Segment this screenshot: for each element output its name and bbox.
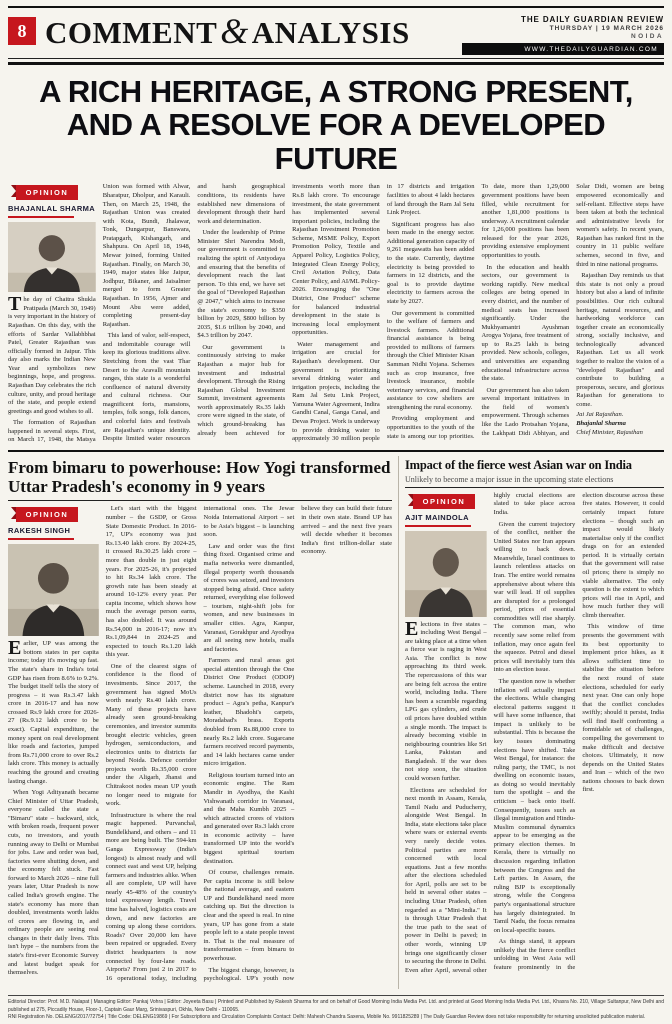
byline-rule [8, 538, 74, 540]
person-portrait-graphic [405, 531, 487, 617]
imprint-line1: Editorial Director: Prof. M.D. Nalapat | Managing Editor: Pankaj Vohra | Editor: Joyeeta Basu | Printed and Published by Rakesh Sharma for and on behalf of Good Morning India Media Pvt. Ltd. and printed at Good Morning India Media Pvt. Ltd., Khasra No. 210, Village Sultanpur, New Delhi and published at 275, Piccadily House, Floor-1, Captain Gaur Marg, Srinivaspuri, Okhla, New Delhi - 110065. [8, 999, 664, 1013]
top-rule [8, 6, 664, 8]
ampersand-glyph: & [220, 11, 249, 51]
city-label: NOIDA [631, 33, 664, 40]
signoff-name: Bhajanlal Sharma [576, 420, 626, 428]
article-paragraph: Our government is continuously striving to make Rajasthan a major hub for investment and industrial development. Through the Rising Rajasthan Global Investment Summit, investment agreements worth approximately Rs.35 lakh crore were signed in the state, of which ground-breaking has already been achieved for investments worth more than Rs.8 lakh crore. To encourage investment, the state government has implemented several important policies, including the Rajasthan Investment Promotion Scheme, MSME Policy, Export Promotion Policy, Textile and Apparel Policy, Logistics Policy, Integrated Clean Energy Policy, Civil Aviation Policy, Data Center Policy, and AI/ML Policy-2026. Encouraging the "One District, One Product" scheme for balanced industrial development in the state is increasing local employment opportunities. [197, 183, 380, 437]
person-portrait-graphic [8, 222, 96, 292]
author-byline: BHAJANLAL SHARMA [8, 204, 96, 214]
publication-name: THE DAILY GUARDIAN REVIEW [521, 15, 664, 24]
yogi-article [8, 456, 392, 989]
article-paragraph: Of course, challenges remain. Per capita income is still below the national average, and eastern UP and Bundelkhand need more catching up. But the direction is clear and the speed is real. In nine years, UP has gone from a state people left to a state people invest in. That is the real measure of transformation – from bimaru to powerhouse. [203, 869, 295, 962]
asia-article [405, 456, 664, 989]
lead-article-body [8, 183, 664, 446]
article-paragraph: This window of time presents the government with its best opportunity to implement price hikes, as it allows sufficient time to stabilise the situation before the next round of state elections, scheduled for early next year. One can only hope that the conflict concludes swiftly; should it persist, India will find itself confronting a formidable set of challenges, compelling the government to make difficult and decisive choices. Ultimately, it now depends on the United States and Iran – which of the two nations chooses to back down first. [582, 623, 664, 794]
author-byline: RAKESH SINGH [8, 526, 71, 536]
article-paragraph: Significant progress has also been made in the energy sector. Additional generation capacity of 9,261 megawatts has been added to the state. Currently, daytime electricity is being provided to farmers in 12 districts, and the goal is to provide daytime electricity to farmers across the state by 2027. [386, 220, 475, 305]
article-paragraph: Providing employment and opportunities to the youth of the state is among our top priorities. To date, more than 1,29,000 government positions have been filled, while recruitment for another 1,81,000 positions is underway. A recruitment calendar for 1,26,000 positions has been released for the year 2026, providing extensive employment opportunities to youth. [386, 183, 570, 440]
article-signoff [576, 411, 664, 437]
article-paragraph: Elections are scheduled for next month in Assam, Kerala, Tamil Nadu and Puducherry, alongside West Bengal. In India, state elections take place where wars or external events very rarely decide votes. Political parties are more concerned with local equations. Just a few months after the elections scheduled for April, polls are set to be held in several other states – including Uttar Pradesh, often regarded as a "Mini-India." It is through Uttar Pradesh that the true path to the seat of power in Delhi is paved; in other words, winning UP brings one significantly closer to securing the throne in Delhi. Even after April, several other highly crucial elections are slated to take place across India. [405, 491, 576, 974]
article-paragraph: The biggest change, however, is psychological. UP's youth now believe they can build their future in their own state. Brand UP has arrived – and the next five years will decide whether it becomes India's first trillion-dollar state economy. [203, 505, 392, 983]
article-paragraph: Our government has also taken several important initiatives in the field of women's empowerment. Through schemes like the Lado Protsahan Yojana, the Lakhpati Didi Abhiyan, and Solar Didi, women are being empowered economically and self-reliant. Effective steps have been taken at both the technical and administrative levels for women's safety. In recent years, Rajasthan has ranked first in the country in 11 public welfare schemes, second in five, and third in nine national programs. [481, 183, 664, 437]
article-paragraph: Religious tourism turned into an economic engine. The Ram Mandir in Ayodhya, the Kashi Vishwanath corridor in Varanasi, and the Maha Kumbh 2025 – which attracted crores of visitors and generated over Rs.3 lakh crore in economic activity – have transformed UP into the world's biggest spiritual tourism destination. [203, 771, 295, 865]
article-paragraph: Given the current trajectory of the conflict, neither the United States nor Iran appears willing to back down. Meanwhile, Israel continues to launch relentless attacks on Iran. The entire world remains apprehensive about where this war will lead. If oil supplies are disrupted for a prolonged period, prices of essential commodities will rise sharply. The common man, who recently saw some relief from inflation, may once again feel the squeeze. Petrol and diesel prices will inevitably turn this into an election issue. [493, 520, 576, 674]
article-paragraph: Infrastructure is where the real magic happened. Purvanchal, Bundelkhand, and others – and 11 more are being built. The 594-km Ganga Expressway (India's longest) is almost ready and will connect east and west UP, helping farmers and industries alike. When all are complete, UP will have nearly 45-48% of the country's total expressway length. Travel time has halved, logistics costs are down, and new factories are coming up along these corridors. Roads? Over 20,000 km have been repaired or upgraded. Every district headquarters is now connected by four-lane roads. Airports? From just 2 in 2017 to 16 operational today, including international ones. The Jewar Noida International Airport – set to be Asia's biggest – is launching soon. [105, 505, 295, 982]
lead-headline-line2: AND A RESOLVE FOR A DEVELOPED FUTURE [66, 107, 606, 176]
masthead-right [462, 13, 664, 55]
author-photo [8, 544, 99, 636]
imprint-line2: RNI Registration No. DELENG/2017/72754 | Title Code: DELENG19869 | For Subscriptions and Circulation Complaints Contact: Delhi: Mahesh Chandra Saxena, Mobile No. 9911825289 | The Daily Guardian Review does not take responsibility for returning unsolicited publication material. [8, 1014, 646, 1021]
yogi-article-headline: From bimaru to powerhouse: How Yogi transformed Uttar Pradesh's economy in 9 years [8, 458, 391, 497]
author-byline: AJIT MAINDOLA [405, 512, 469, 522]
opinion-kicker: OPINION [413, 494, 475, 509]
article-paragraph: This land of valor, self-respect, and indomitable courage will keep its glorious traditions alive. Stretching from the vast Thar Desert to the Aravalli mountain ranges, this state is a wonderful confluence of natural diversity and cultural richness. Our magnificent forts, mansions, temples, folk songs, folk dances, and colorful fairs and festivals are Rajasthan's unique identity. Despite limited water resources and harsh geographical conditions, its residents have established new dimensions of development through their hard work and determination. [102, 183, 286, 443]
article-paragraphs [8, 183, 664, 446]
article-paragraph: One of the clearest signs of confidence is the flood of investments. Since 2017, the government has signed MoUs worth nearly Rs.40 lakh crore. Many of these projects have already seen ground-breaking ceremonies, and investor summits brought electric vehicles, green hydrogen, semiconductors, and electronics units to districts far beyond Noida. Defence corridor projects worth Rs.35,000 crore under the Aligarh, Jhansi and Chitrakoot nodes mean UP youth no longer need to migrate for work. [105, 662, 197, 808]
article-paragraph: Let's start with the biggest number – the GSDP, or Gross State Domestic Product. In 2016-17, UP's economy was just Rs.13.40 lakh crore. By 2024-25, it crossed Rs.30.25 lakh crore – more than double in just eight years. For 2025-26, it's projected to hit Rs.34 lakh crore. The growth rate has been steady at around 10-12% every year. Per capita income, which shows how much the average person earns, has also doubled. It was around Rs.54,000 in 2016-17; now it's Rs.1,09,844 in 2024-25 and expected to touch Rs.1.20 lakh this year. [105, 505, 197, 659]
opinion-kicker: OPINION [16, 507, 78, 522]
vertical-divider [398, 456, 399, 989]
author-photo [405, 531, 487, 617]
article-paragraph: Farmers and rural areas got special attention through the One District One Product (ODOP) scheme. Launched in 2018, every district now has its signature product – Agra's petha, Kanpur's leather, Bhadohi's carpets, Moradabad's brass. Exports doubled from Rs.88,000 crore to nearly Rs.2 lakh crore. Sugarcane farmers received record payments, and 14 lakh hectares came under micro irrigation. [203, 657, 295, 768]
lead-headline [8, 75, 664, 175]
signoff-role: Chief Minister, Rajasthan [576, 428, 643, 436]
article-paragraph: When Yogi Adityanath became Chief Minister of Uttar Pradesh, everyone called the state a "Bimaru" state – backward, sick, with broken roads, frequent power cuts, no investors, and youth running away to Delhi or Mumbai for jobs. Law and order was bad, factories were shutting down, and the economy felt stuck. Fast forward to March 2026 – nine full years later, Uttar Pradesh is now called India's growth engine. The state's economy has more than doubled, investments worth lakhs of crores are flowing in, and ordinary people are seeing real changes in their daily lives. This isn't hype – the numbers from the state's first-ever Economic Survey and latest budget speak for themselves. [8, 789, 99, 977]
headline-rule [405, 487, 664, 488]
article-paragraph: Earlier, UP was among the bottom states in per capita income; today it's moving up fast. The state's share in India's total GDP has risen from 8.6% to 9.2%. The budget itself tells the story of progress – it was Rs.3.47 lakh crore in 2016-17 and has now crossed Rs.9 lakh crore for 2026-27 (Rs.9.12 lakh crore to be exact). Capital expenditure, the money spent on real development like roads and factories, jumped from Rs.71,000 crore to over Rs.2 lakh crore. This money is actually reaching the ground and creating lasting change. [8, 637, 99, 785]
article-paragraph: As things stand, it appears unlikely that the fierce conflict unfolding in West Asia will feature prominently in the election discourse across these five states. However, it could certainly impact future elections – though such an impact would likely materialise only if the conflict drags on for an extended period. It is virtually certain that the government will raise oil prices; there is simply no viable alternative. The only question is the extent to which prices will rise in April, and how much further they will climb thereafter. [493, 491, 664, 971]
article-paragraph: Our government is committed to the welfare of farmers and livestock farmers. Additional financial assistance is being provided to millions of farmers through the Chief Minister Kisan Samman Nidhi Yojana. Schemes such as crop insurance, free livestock insurance, mobile veterinary services, and financial assistance to cow shelters are strengthening the rural economy. [386, 309, 475, 411]
yogi-article-body [8, 505, 392, 989]
article-paragraph: Under the leadership of Prime Minister Shri Narendra Modi, our government is committed to realizing the spirit of Antyodaya and ensuring that the benefits of development reach the last person. To this end, we have set the goal of "Developed Rajasthan @ 2047," which aims to increase the state's economy to $350 billion by 2029, $800 billion by 2035, $1.6 trillion by 2040, and $4.3 trillion by 2047. [197, 229, 286, 340]
person-portrait-graphic [8, 544, 99, 636]
asia-article-headline: Impact of the fierce west Asian war on India [405, 458, 632, 473]
middle-section [8, 456, 664, 989]
opinion-kicker: OPINION [16, 185, 78, 200]
article-paragraph: Law and order was the first thing fixed. Organised crime and mafia networks were dismantled, illegal property worth thousands of crores was seized, and investors stopped being afraid. Once safety returned, everything else followed – tourism, night-shift jobs for women, and new businesses in smaller cities. Agra, Kanpur, Varanasi, Gorakhpur and Ayodhya are all seeing new hotels, malls and factories. [203, 542, 295, 653]
article-paragraph: Elections in five states – including West Bengal – are taking place at a time when a fierce war is raging in West Asia. The conflict is now approaching its third week. The repercussions of this war are being felt across the entire world, including India. There has been a scramble regarding LPG gas cylinders, and crude oil prices have doubled within a single month. The impact is already becoming visible in neighbouring countries like Sri Lanka, Pakistan and Bangladesh. If the war does not stop soon, the situation could worsen further. [405, 617, 487, 782]
imprint-footer [8, 995, 664, 1022]
section-title-analysis: ANALYSIS [251, 15, 410, 50]
headline-rule [8, 500, 392, 501]
byline-rule [405, 525, 471, 527]
masthead-divider [8, 58, 664, 65]
byline-rule [8, 216, 74, 218]
article-paragraph: In the education and health sectors, our government is working rapidly. New medical colleges are being opened in every district, and the number of medical seats has increased significantly. Under the Mukhyamantri Ayushman Arogya Yojana, free treatment of up to Rs.25 lakh is being provided. New schools, colleges, and universities are expanding educational infrastructure across the state. [481, 263, 570, 383]
author-photo [8, 222, 96, 292]
website-bar: WWW.THEDAILYGUARDIAN.COM [462, 43, 664, 55]
article-paragraph: The question now is whether inflation will actually impact the elections. While changing electoral patterns suggest it will have some influence, that impact is unlikely to be substantial. This is because the key issues dominating elections have shifted. Take West Bengal, for instance: the ruling party, the TMC, is not dwelling on economic issues, as doing so would inevitably turn the spotlight – and the criticism – back onto itself. Consequently, issues such as illegal immigration and Hindu-Muslim communal dynamics appear to be emerging as the primary election themes. In Kerala, there is virtually no discussion regarding inflation between the Congress and the Left parties. In Assam, the ruling BJP is exceptionally strong, while the Congress party's organisational structure has largely disintegrated. In Tamil Nadu, the focus remains on local-specific issues. [493, 677, 576, 934]
asia-article-body [405, 492, 664, 976]
signoff-line: Jai Jai Rajasthan. [576, 411, 624, 419]
page-number: 8 [8, 17, 36, 45]
date-line: THURSDAY | 19 MARCH 2026 [549, 25, 664, 32]
article-paragraph: Rajasthan Day reminds us that this state is not only a proud history but also a land of infinite possibilities. Our rich cultural heritage, natural resources, and hardworking workforce can together create an economically strong, socially inclusive, and technologically advanced Rajasthan. Let us all work together to realize the vision of a "developed Rajasthan" and contribute to building a prosperous, secure, and glorious Rajasthan for generations to come. [576, 272, 664, 408]
masthead-left [8, 13, 410, 49]
page-header [8, 11, 664, 58]
section-title [45, 13, 410, 49]
article-paragraph: The day of Chaitra Shukla Pratipada (March 30, 1949) is very important in the history of Rajasthan. On this day, with the efforts of Sardar Vallabhbhai Patel, Greater Rajasthan was officially formed in Jaipur. This day also marks the Indian New Year and symbolizes new beginnings, hope, and progress. Rajasthan Day celebrates the rich culture, unity, and proud heritage of the state, and people extend greetings and good wishes to all. [8, 293, 96, 415]
asia-article-subhead: Unlikely to become a major issue in the upcoming state elections [405, 474, 614, 484]
lead-headline-line1: A RICH HERITAGE, A STRONG PRESENT, [39, 74, 633, 109]
article-paragraph: Water management and irrigation are crucial for Rajasthan's development. Our government is prioritizing several drinking water and irrigation projects, including the Ram Jal Setu Link Project, Yamuna Water Agreement, Indira Gandhi Canal, Ganga Canal, and Devas Project. Work is underway to provide drinking water to approximately 30 million people in 17 districts and irrigation facilities to about 4 lakh hectares of land through the Ram Jal Setu Link Project. [292, 183, 475, 443]
section-title-comment: COMMENT [45, 15, 218, 50]
article-paragraph: The formation of Rajasthan happened in several steps. First, on March 17, 1948, the Matsya Union was formed with Alwar, Bharatpur, Dholpur, and Karauli. Then, on March 25, 1948, the Rajasthan Union was created with Kota, Bundi, Jhalawar, Tonk, Dungarpur, Banswara, Pratapgarh, Kishangarh, and Shahpura. On April 18, 1948, Mewar joined, forming United Rajasthan. Finally, on March 30, 1949, major states like Jaipur, Jodhpur, Bikaner, and Jaisalmer merged to form Greater Rajasthan. In 1956, Ajmer and Mount Abu were added, completing present-day Rajasthan. [8, 183, 191, 444]
section-divider [8, 450, 664, 452]
